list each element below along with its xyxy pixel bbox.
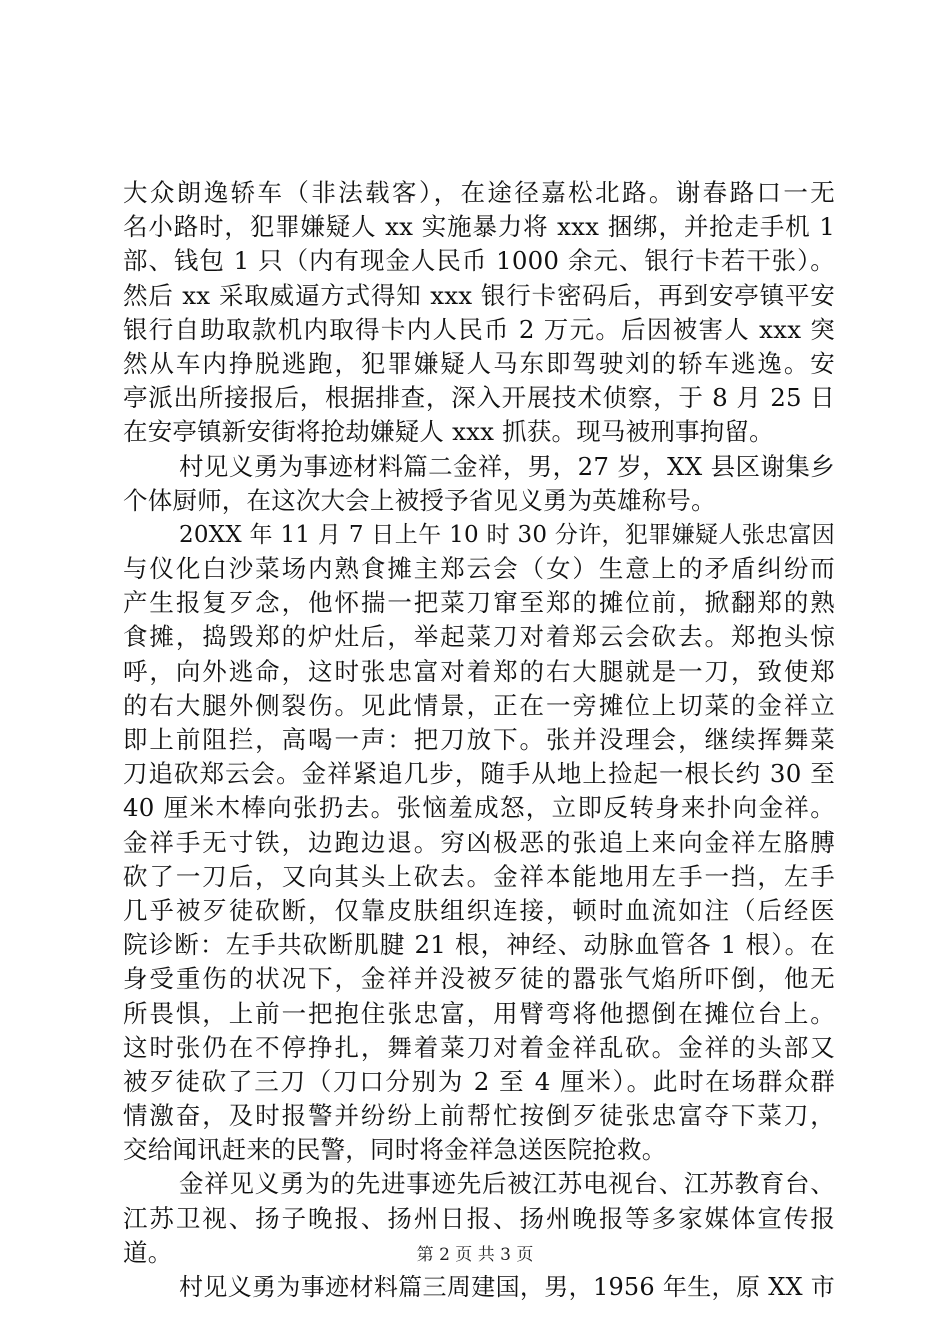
text-line: 道。 <box>123 1237 173 1267</box>
text-line: 产生报复歹念，他怀揣一把菜刀窜至郑的摊位前，掀翻郑的熟 <box>123 588 835 618</box>
document-body <box>123 176 835 1304</box>
text-line: 村见义勇为事迹材料篇三周建国，男，1956 年生，原 XX 市 <box>179 1273 835 1301</box>
text-line: 个体厨师，在这次大会上被授予省见义勇为英雄称号。 <box>123 485 716 515</box>
text-line: 40 厘米木棒向张扔去。张恼羞成怒，立即反转身来扑向金祥。 <box>123 793 835 823</box>
text-line: 然后 xx 采取威逼方式得知 xxx 银行卡密码后，再到安亭镇平安 <box>123 280 835 310</box>
text-line: 在安亭镇新安街将抢劫嫌疑人 xxx 抓获。现马被刑事拘留。 <box>123 417 774 447</box>
text-line: 交给闻讯赶来的民警，同时将金祥急送医院抢救。 <box>123 1135 667 1165</box>
text-line: 情激奋，及时报警并纷纷上前帮忙按倒歹徒张忠富夺下菜刀， <box>123 1101 835 1131</box>
text-line: 江苏卫视、扬子晚报、扬州日报、扬州晚报等多家媒体宣传报 <box>123 1203 835 1233</box>
text-line: 大众朗逸轿车（非法载客），在途径嘉松北路。谢春路口一无 <box>123 178 835 207</box>
text-line: 然从车内挣脱逃跑，犯罪嫌疑人马东即驾驶刘的轿车逃逸。安 <box>123 348 835 378</box>
text-line: 的右大腿外侧裂伤。见此情景，正在一旁摊位上切菜的金祥立 <box>123 690 835 720</box>
text-line: 20XX 年 11 月 7 日上午 10 时 30 分许，犯罪嫌疑人张忠富因 <box>179 521 835 548</box>
text-line: 金祥见义勇为的先进事迹先后被江苏电视台、江苏教育台、 <box>179 1169 835 1199</box>
text-line: 部、钱包 1 只（内有现金人民币 1000 余元、银行卡若干张）。 <box>123 246 835 276</box>
text-line: 村见义勇为事迹材料篇二金祥，男，27 岁，XX 县区谢集乡 <box>179 451 835 481</box>
text-line: 这时张仍在不停挣扎，舞着菜刀对着金祥乱砍。金祥的头部又 <box>123 1032 835 1062</box>
text-line: 金祥手无寸铁，边跑边退。穷凶极恶的张追上来向金祥左胳膊 <box>123 827 835 857</box>
text-line: 食摊，捣毁郑的炉灶后，举起菜刀对着郑云会砍去。郑抱头惊 <box>123 622 835 652</box>
page-footer: 第 2 页 共 3 页 <box>416 1245 534 1265</box>
text-line: 身受重伤的状况下，金祥并没被歹徒的嚣张气焰所吓倒，他无 <box>123 964 835 994</box>
text-line: 院诊断：左手共砍断肌腱 21 根，神经、动脉血管各 1 根）。在 <box>123 930 835 960</box>
text-line: 几乎被歹徒砍断，仅靠皮肤组织连接，顿时血流如注（后经医 <box>123 895 835 925</box>
text-line: 亭派出所接报后，根据排查，深入开展技术侦察，于 8 月 25 日 <box>123 383 835 413</box>
text-line: 砍了一刀后，又向其头上砍去。金祥本能地用左手一挡，左手 <box>123 861 835 891</box>
text-line: 刀追砍郑云会。金祥紧追几步，随手从地上捡起一根长约 30 至 <box>123 759 835 789</box>
text-line: 即上前阻拦，高喝一声：把刀放下。张并没理会，继续挥舞菜 <box>123 725 835 754</box>
text-line: 所畏惧，上前一把抱住张忠富，用臂弯将他摁倒在摊位台上。 <box>123 998 835 1028</box>
text-line: 银行自助取款机内取得卡内人民币 2 万元。后因被害人 xxx 突 <box>123 314 835 344</box>
text-line: 名小路时，犯罪嫌疑人 xx 实施暴力将 xxx 捆绑，并抢走手机 1 <box>123 212 835 242</box>
text-line: 与仪化白沙菜场内熟食摊主郑云会（女）生意上的矛盾纠纷而 <box>123 554 835 584</box>
text-line: 被歹徒砍了三刀（刀口分别为 2 至 4 厘米）。此时在场群众群 <box>123 1066 835 1096</box>
text-line: 呼，向外逃命，这时张忠富对着郑的右大腿就是一刀，致使郑 <box>123 656 835 686</box>
